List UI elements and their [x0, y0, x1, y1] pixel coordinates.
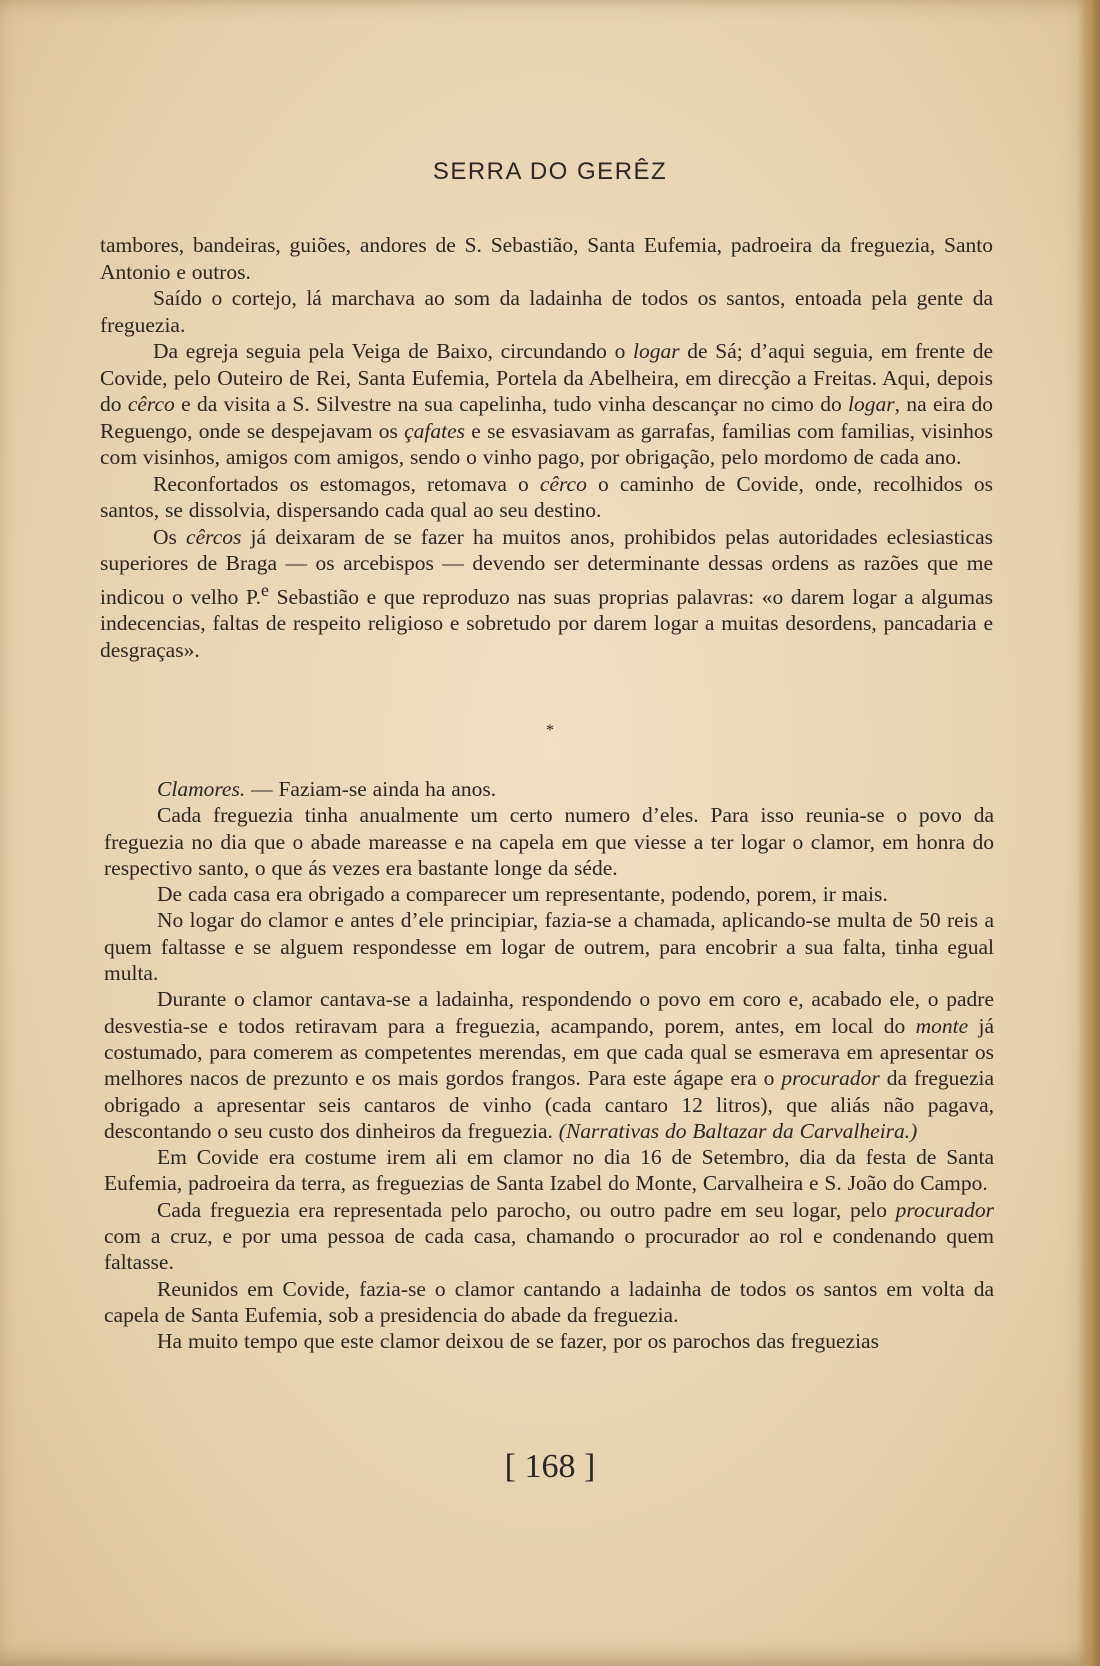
text-block-cercos [100, 232, 993, 663]
page-edge-shadow [1078, 0, 1100, 1666]
page-number: [ 168 ] [504, 1448, 596, 1485]
paragraph: Durante o clamor cantava-se a ladainha, respondendo o povo em coro e, acabado ele, o padre desvestia-se e todos retiravam para a freguezia, acampando, porem, antes, em local do monte já costumado, para comerem as competentes merendas, em que cada qual se esmerava em apresentar os melhores nacos de prezunto e os mais gordos frangos. Para este ágape era o procurador da freguezia obrigado a apresentar seis cantaros de vinho (cada cantaro 12 litros), que aliás não pagava, descontando o seu custo dos dinheiros da freguezia. (Narrativas do Baltazar da Carvalheira.) [104, 987, 995, 1143]
paragraph: Os cêrcos já deixaram de se fazer ha muitos anos, prohibidos pelas autoridades eclesiasticas superiores de Braga — os arcebispos — devendo ser determinante dessas ordens as razões que me indicou o velho P.$^e$ Sebastião e que reproduzo nas suas proprias palavras: «o darem logar a algumas indecencias, faltas de respeito religioso e sobretudo por darem logar a muitas desordens, pancadaria e desgraças». [100, 524, 993, 662]
paragraph: Reunidos em Covide, fazia-se o clamor cantando a ladainha de todos os santos em volta da capela de Santa Eufemia, sob a presidencia do abade da freguezia. [104, 1276, 994, 1327]
running-header: SERRA DO GERÊZ [432, 158, 668, 185]
paragraph: Clamores. — Faziam-se ainda ha anos. [157, 777, 497, 801]
paragraph: Reconfortados os estomagos, retomava o cêrco o caminho de Covide, onde, recolhidos os santos, se dissolvia, dispersando cada qual ao seu destino. [100, 471, 993, 522]
paragraph: Cada freguezia era representada pelo parocho, ou outro padre em seu logar, pelo procurador com a cruz, e por uma pessoa de cada casa, chamando o procurador ao rol e condenando quem faltasse. [104, 1197, 994, 1275]
text-block-clamores [104, 776, 994, 1355]
paragraph: tambores, bandeiras, guiões, andores de S. Sebastião, Santa Eufemia, padroeira da freguezia, Santo Antonio e outros. [100, 233, 993, 284]
section-separator: * [546, 722, 554, 739]
paragraph: Em Covide era costume irem ali em clamor no dia 16 de Setembro, dia da festa de Santa Eufemia, padroeira da terra, as freguezias de Santa Izabel do Monte, Carvalheira e S. João do Campo. [104, 1145, 994, 1196]
paragraph: Ha muito tempo que este clamor deixou de se fazer, por os parochos das freguezias [157, 1329, 879, 1354]
paragraph: Cada freguezia tinha anualmente um certo numero d’eles. Para isso reunia-se o povo da freguezia no dia que o abade mareasse e na capela em que viesse a ter logar o clamor, em honra do respectivo santo, o que ás vezes era bastante longe da séde. [104, 803, 994, 880]
paragraph: De cada casa era obrigado a comparecer um representante, podendo, porem, ir mais. [157, 882, 888, 907]
paragraph: No logar do clamor e antes d’ele principiar, fazia-se a chamada, aplicando-se multa de 50 reis a quem faltasse e se alguem respondesse em logar de outrem, para encobrir a sua falta, tinha egual multa. [104, 908, 994, 986]
paragraph: Saído o cortejo, lá marchava ao som da ladainha de todos os santos, entoada pela gente da freguezia. [100, 286, 993, 337]
paragraph: Da egreja seguia pela Veiga de Baixo, circundando o logar de Sá; d’aqui seguia, em frente de Covide, pelo Outeiro de Rei, Santa Eufemia, Portela da Abelheira, em direcção a Freitas. Aqui, depois do cêrco e da visita a S. Silvestre na sua capelinha, tudo vinha descançar no cimo do logar, na eira do Reguengo, onde se despejavam os çafates e se esvasiavam as garrafas, familias com familias, visinhos com visinhos, amigos com amigos, sendo o vinho pago, por obrigação, pelo mordomo de cada ano. [100, 339, 994, 469]
